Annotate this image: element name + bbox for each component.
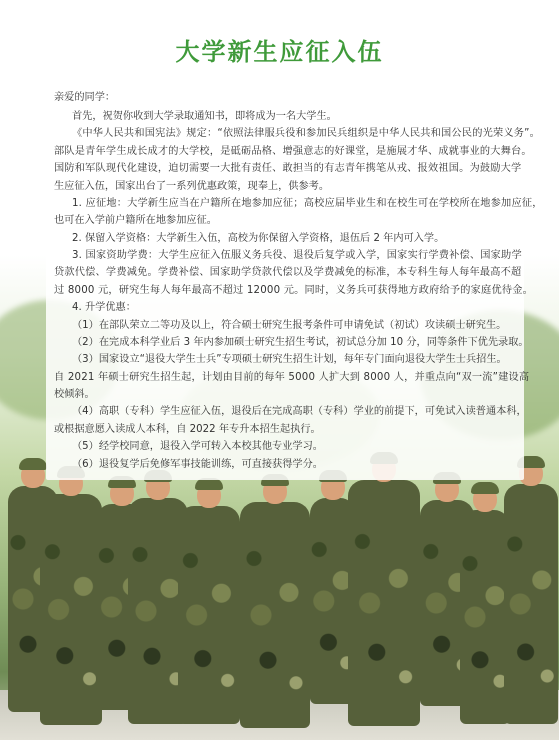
policy-4-item: （6）退役复学后免修军事技能训练，可直接获得学分。 — [72, 459, 323, 470]
policy-4-item: 自 2021 年硕士研究生招生起，计划由目前的每年 5000 人扩大到 8000 人，并重点向“双一流”建设高 — [54, 372, 530, 383]
soldier-figure — [504, 460, 558, 724]
policy-4-item: （1）在部队荣立二等功及以上，符合硕士研究生报考条件可申请免试（初试）攻读硕士研究生。 — [72, 320, 507, 331]
policy-4-item: （5）经学校同意，退役入学可转入本校其他专业学习。 — [72, 441, 323, 452]
policy-2-line: 2. 保留入学资格：大学新生入伍，高校为你保留入学资格，退伍后 2 年内可入学。 — [72, 233, 445, 244]
policy-4-item: （4）高职（专科）学生应征入伍，退役后在完成高职（专科）学业的前提下，可免试入读普通本科， — [72, 406, 527, 417]
intro-line: 首先，祝贺你收到大学录取通知书，即将成为一名大学生。 — [72, 111, 337, 122]
policy-4-item: 校倾斜。 — [54, 389, 95, 400]
policy-1-line: 1. 应征地：大学新生应当在户籍所在地参加应征；高校应届毕业生和在校生可在学校所在地参加应征， — [72, 198, 543, 209]
paragraph-line: 国防和军队现代化建设，迫切需要一大批有责任、敢担当的有志青年携笔从戎、报效祖国。为鼓励大学 — [54, 163, 522, 174]
soldier-figure — [178, 482, 240, 724]
policy-4-item: （3）国家设立“退役大学生士兵”专项硕士研究生招生计划，每年专门面向退役大学生士兵招生。 — [72, 354, 507, 365]
soldier-figure — [240, 478, 310, 728]
paragraph-line: 生应征入伍，国家出台了一系列优惠政策，现奉上，供参考。 — [54, 181, 330, 192]
policy-1-line: 也可在入学前户籍所在地参加应征。 — [54, 215, 217, 226]
page-title: 大学新生应征入伍 — [175, 37, 384, 66]
soldier-figure — [348, 456, 420, 726]
policy-3-line: 过 8000 元，研究生每人每年最高不超过 12000 元。同时，义务兵可获得地方政府给予的家庭优待金。 — [54, 285, 533, 296]
policy-4-item: （2）在完成本科学业后 3 年内参加硕士研究生招生考试，初试总分加 10 分，同等条件下优先录取。 — [72, 337, 529, 348]
greeting: 亲爱的同学： — [54, 92, 116, 103]
policy-4-heading: 4. 升学优惠： — [72, 302, 136, 313]
policy-4-item: 或根据意愿入读成人本科，自 2022 年专升本招生起执行。 — [54, 424, 321, 435]
soldier-figure — [40, 470, 102, 725]
paragraph-line: 部队是青年学生成长成才的大学校，是砥砺品格、增强意志的好课堂，是施展才华、成就事业的大舞台。 — [54, 146, 532, 157]
policy-3-line: 3. 国家资助学费：大学生应征入伍服义务兵役、退役后复学或入学，国家实行学费补偿、国家助学 — [72, 250, 522, 261]
policy-3-line: 贷款代偿、学费减免。学费补偿、国家助学贷款代偿以及学费减免的标准，本专科生每人每年最高不超 — [54, 267, 522, 278]
constitution-line: 《中华人民共和国宪法》规定：“依照法律服兵役和参加民兵组织是中华人民共和国公民的光荣义务”。 — [72, 128, 541, 139]
soldier-figure — [460, 486, 510, 724]
